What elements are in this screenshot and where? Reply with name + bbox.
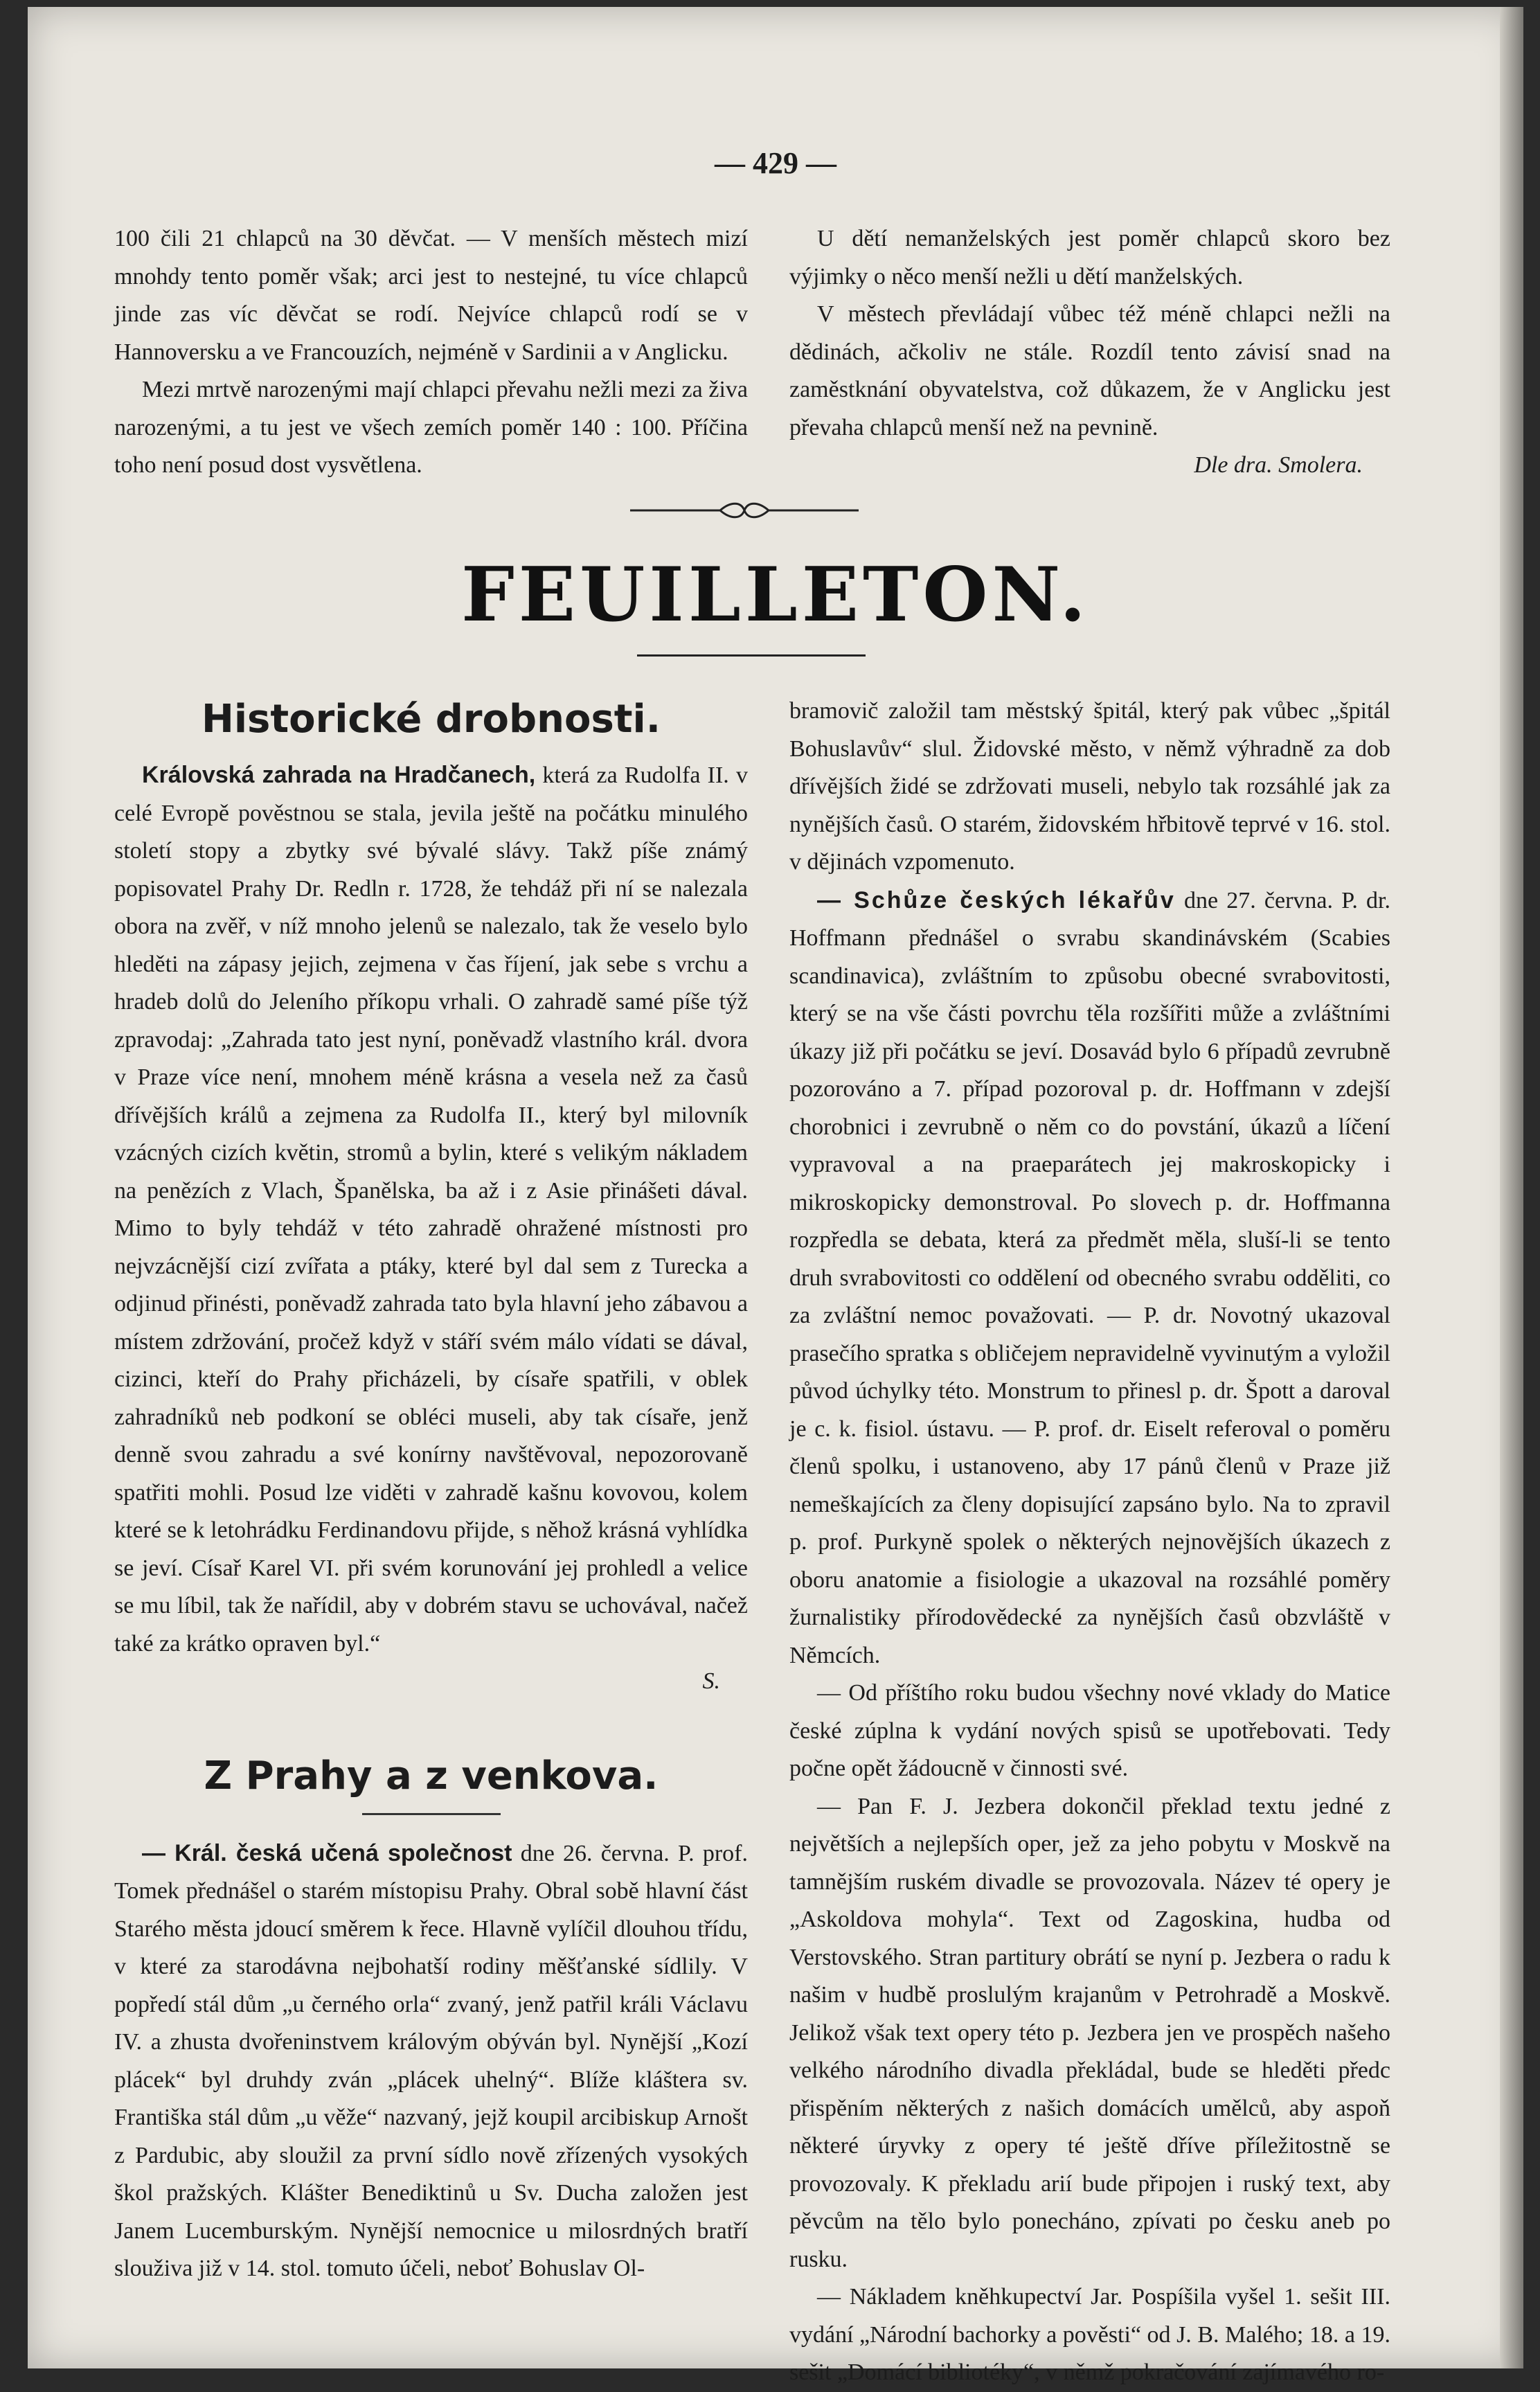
article-paragraph: — Pan F. J. Jezbera dokončil překlad textu jedné z největších a nejlepších oper, jež za jeho pobytu v Moskvě na tamnějším ruském divadle se provozovala. Název té opery je „Askoldova mohyla“. Text od Zagoskina, hudba od Verstovského. Stran partitury obrátí se nyní p. Jezbera o radu k našim v hudbě proslulým krajanům v Petrohradě a Moskvě. Jelikož však text opery této p. Jezbera jen ve prospěch našeho velkého národního divadla překládal, bude se hleděti předc přispěním některých z našich domácích umělců, aby aspoň některé úryvky z opery té ještě dříve příležitostně se provozovaly. K překladu arií bude připojen i ruský text, aby pěvcům na tělo bylo ponecháno, zpívati po česku aneb po rusku.: [789, 1793, 1390, 2272]
feuilleton-heading: FEUILLETON.: [461, 551, 1090, 639]
article-paragraph: — Nákladem kněhkupectví Jar. Pospíšila vyšel 1. sešit III. vydání „Národní bachorky a pověsti“ od J. B. Malého; 18. a 19. sešit „Domácí bibliotéky“, v němž pokračování zajímavého ro-: [789, 2284, 1390, 2385]
article-body: dne 27. června. P. dr. Hoffmann přednášel o svrabu skandinávském (Scabies scandinavica), zvláštním to způsobu obecné svrabovitosti, který se na vše části povrchu těla rozšířiti může a zvláštními úkazy již při počátku se jeví. Dosavád bylo 6 případů zevrubně pozorováno a 7. případ pozoroval p. dr. Hoffmann v zdejší chorobnici i zevrubně o něm co do povstání, úkazů a líčení vypravoval a na praeparátech jej makroskopicky i mikroskopicky demonstroval. Po slovech p. dr. Hoffmanna rozpředla se debata, která za předmět měla, sluší-li se tento druh svrabovitosti co oddělení od obecného svrabu odděliti, co za zvláštní nemoc považovati. — P. dr. Novotný ukazoval prasečího spratka s obličejem nepravidelně vyvinutým a vyložil původ úchylky této. Monstrum to přinesl p. dr. Špott a daroval je c. k. fisiol. ústavu. — P. prof. dr. Eiselt referoval o poměru členů spolku, i ustanoveno, aby 17 pánů členů v Praze již nemeškajících za členy dopisující zapsáno bylo. Na to zpravil p. prof. Purkyně spolek o některých nejnovějších úkazech z oboru anatomie a fisiologie a ukazoval na rozsáhlé poměry žurnalistiky přírodovědecké za nynějších časů obzvláště v Němcích.: [789, 887, 1390, 1668]
article-lead: — Král. česká učená společnost: [142, 1839, 512, 1866]
article-paragraph: — Od příštího roku budou všechny nové vklady do Matice české zúplna k vydání nových spisů se upotřebovati. Tedy počne opět žádoucně v činnosti své.: [789, 1680, 1390, 1781]
article-paragraph: bramovič založil tam městský špitál, který pak vůbec „špitál Bohuslavův“ slul. Židovské město, v němž výhradně za dob dřívějších židé se zdržovati museli, nebylo tak rozsáhlé jak za nynějších časů. O starém, židovském hřbitově teprvé v 16. stol. v dějinách vzpomenuto.: [789, 698, 1390, 875]
section-title-prague: Z Prahy a z venkova.: [204, 1753, 659, 1799]
heading-rule: [637, 654, 866, 657]
top-left-column: [114, 220, 748, 485]
article-paragraph: [114, 756, 748, 1663]
article-signoff: S.: [702, 1668, 720, 1694]
bottom-right-column: [789, 693, 1390, 2392]
newspaper-page: [28, 7, 1523, 2385]
page-spine-shadow: [1500, 7, 1523, 2368]
paragraph: V městech převládají vůbec též méně chlapci nežli na dědinách, ačkoliv ne stále. Rozdíl tento závisí snad na zaměstknání obyvatelstva, což důkazem, že v Anglicku jest převaha chlapců menší než na pevnině.: [789, 301, 1390, 440]
article-lead: Královská zahrada na Hradčanech,: [142, 762, 536, 788]
paragraph: 100 čili 21 chlapců na 30 děvčat. — V menších městech mizí mnohdy tento poměr však; arci jest to nestejné, tu více chlapců jinde zas víc děvčat se rodí. Nejvíce chlapců rodí se v Hannoversku a ve Francouzích, nejméně v Sardinii a v Anglicku.: [114, 226, 748, 365]
bottom-left-column: [114, 693, 748, 2288]
article-paragraph: [789, 882, 1390, 1675]
paragraph: Mezi mrtvě narozenými mají chlapci převahu nežli mezi za živa narozenými, a tu jest ve všech zemích poměr 140 : 100. Příčina toho není posud dost vysvětlena.: [114, 377, 748, 478]
top-right-column: [789, 220, 1390, 485]
article-signature: Dle dra. Smolera.: [1194, 452, 1363, 478]
paragraph: U dětí nemanželských jest poměr chlapců skoro bez výjimky o něco menší nežli u dětí manželských.: [789, 226, 1390, 289]
section-rule: [362, 1813, 501, 1815]
article-body: dne 26. června. P. prof. Tomek přednášel o starém místopisu Prahy. Obral sobě hlavní část Starého města jdoucí směrem k řece. Hlavně vylíčil dlouhou třídu, v které za starodávna nejbohatší rodiny měšťanské sídlily. V popředí stál dům „u černého orla“ zvaný, jenž patřil králi Václavu IV. a zhusta dvořeninstvem královým obýván byl. Nynější „Kozí plácek“ byl druhdy zván „plácek uhelný“. Blíže kláštera sv. Františka stál dům „u věže“ nazvaný, jejž koupil arcibiskup Arnošt z Pardubic, aby sloužil za první sídlo nově zřízených vysokých škol pražských. Klášter Benediktinů u Sv. Ducha založen jest Janem Lucemburským. Nynější nemocnice u milosrdných bratří slouživa již v 14. stol. tomuto účeli, neboť Bohuslav Ol-: [114, 1840, 748, 2281]
section-title-historical: Historické drobnosti.: [201, 697, 661, 742]
page-number: — 429 —: [715, 146, 836, 180]
article-lead: — Schůze českých lékařův: [817, 886, 1176, 913]
ornamental-divider: [630, 500, 859, 521]
article-body: která za Rudolfa II. v celé Evropě pověstnou se stala, jevila ještě na počátku minulého století stopy a zbytky své bývalé slávy. Takž píše známý popisovatel Prahy Dr. Redln r. 1728, že tehdáž při ní se nalezala obora na zvěř, v níž mnoho jelenů se nalezalo, tak že veselo bylo hleděti na zápasy jejich, zejmena v čas říjení, jak sebe s vrchu a hradeb dolů do Jeleního příkopu vrhali. O zahradě samé píše týž zpravodaj: „Zahrada tato jest nyní, poněvadž vlastního král. dvora v Praze více není, mnohem méně krásna a vesela než za časů dřívějších králů a zejmena za Rudolfa II., který byl milovník vzácných cizích květin, stromů a bylin, které s velikým nákladem na penězích z Vlach, Španělska, ba až i z Asie přinášeti dával. Mimo to byly tehdáž v této zahradě ohražené místnosti pro nejvzácnější cizí zvířata a ptáky, které byl dal sem z Turecka a odjinud přinésti, poněvadž zahrada tato byla hlavní jeho zábavou a místem zdržování, pročež když v stáří svém málo vídati se dával, cizinci, kteří do Prahy přicházeli, by císaře spatřili, v oblek zahradníků neb podkoní se obléci museli, aby tak císaře, jenž denně svou zahradu a své konírny navštěvoval, nepozorovaně spatřiti mohli. Posud lze viděti v zahradě kašnu kovovou, kolem které se k letohrádku Ferdinandovu přijde, s něhož krásná vyhlídka se jeví. Císař Karel VI. při svém korunování jej prohledl a velice se mu líbil, tak že nařídil, aby v dobrém stavu se uchovával, načež také za krátko opraven byl.“: [114, 762, 748, 1657]
article-paragraph: [114, 1835, 748, 2288]
